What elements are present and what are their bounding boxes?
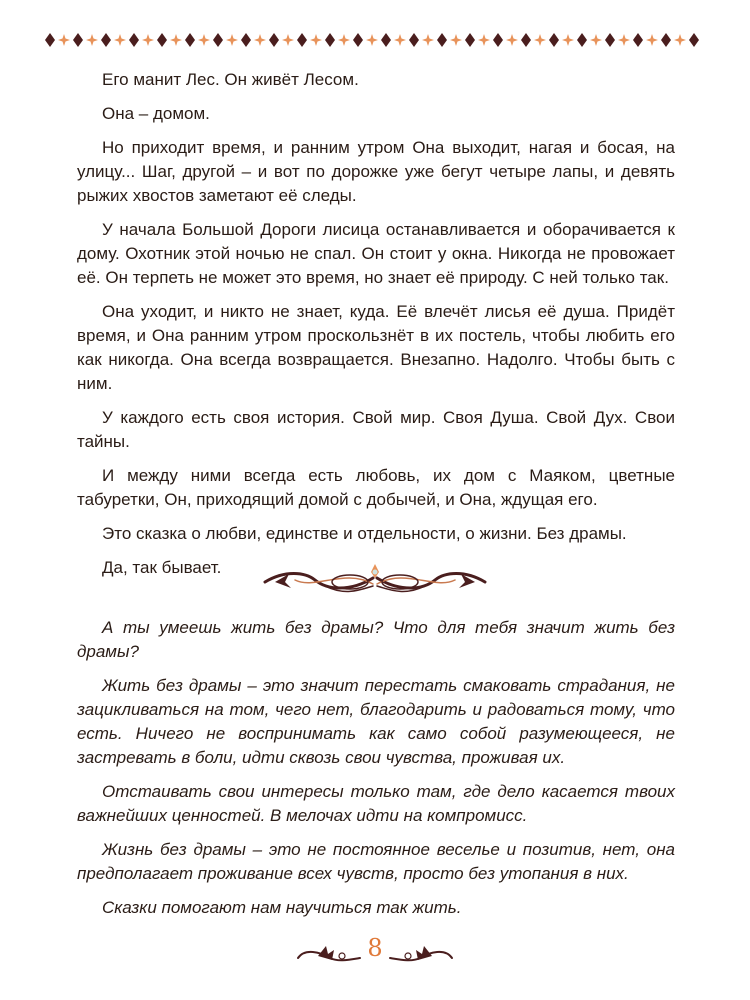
- border-diamond: [213, 33, 223, 47]
- border-diamond: [101, 33, 111, 47]
- border-star: [618, 34, 630, 46]
- border-star: [534, 34, 546, 46]
- border-star: [86, 34, 98, 46]
- border-star: [394, 34, 406, 46]
- paragraph: Да, так бывает.: [102, 558, 222, 577]
- border-star: [590, 34, 602, 46]
- paragraph: А ты умеешь жить без драмы? Что для тебя значит жить без драмы?: [77, 618, 675, 661]
- paragraph: Это сказка о любви, единстве и отдельности, о жизни. Без драмы.: [102, 524, 627, 543]
- border-diamond: [269, 33, 279, 47]
- story-text: [77, 68, 675, 590]
- page-number: 8: [367, 934, 383, 962]
- border-star: [422, 34, 434, 46]
- border-diamond: [353, 33, 363, 47]
- border-star: [562, 34, 574, 46]
- border-diamond: [45, 33, 55, 47]
- paragraph: У каждого есть своя история. Свой мир. Своя Душа. Свой Дух. Свои тайны.: [77, 408, 675, 451]
- border-diamond: [157, 33, 167, 47]
- border-diamond: [297, 33, 307, 47]
- border-diamond: [661, 33, 671, 47]
- border-star: [282, 34, 294, 46]
- border-diamond: [633, 33, 643, 47]
- section-divider-ornament: [255, 560, 495, 600]
- border-diamond: [73, 33, 83, 47]
- paragraph: Его манит Лес. Он живёт Лесом.: [102, 70, 359, 89]
- border-star: [142, 34, 154, 46]
- border-diamond: [605, 33, 615, 47]
- border-diamond: [549, 33, 559, 47]
- border-star: [646, 34, 658, 46]
- border-diamond: [689, 33, 699, 47]
- border-diamond: [465, 33, 475, 47]
- paragraph: Сказки помогают нам научиться так жить.: [102, 898, 462, 917]
- paragraph: Но приходит время, и ранним утром Она выходит, нагая и босая, на улицу... Шаг, другой – и вот по дорожке уже бегут четыре лапы, и девять рыжих хвостов заметают её следы.: [77, 138, 675, 205]
- border-star: [198, 34, 210, 46]
- border-diamond: [437, 33, 447, 47]
- border-star: [226, 34, 238, 46]
- border-star: [114, 34, 126, 46]
- border-diamond: [325, 33, 335, 47]
- decorative-top-border: [44, 32, 706, 48]
- border-diamond: [577, 33, 587, 47]
- border-star: [170, 34, 182, 46]
- border-star: [478, 34, 490, 46]
- paragraph: Отстаивать свои интересы только там, где дело касается твоих важнейших ценностей. В мелочах идти на компромисс.: [77, 782, 675, 825]
- page-footer: [290, 934, 460, 968]
- border-diamond: [241, 33, 251, 47]
- border-diamond: [185, 33, 195, 47]
- border-star: [450, 34, 462, 46]
- paragraph: Она уходит, и никто не знает, куда. Её влечёт лисья её душа. Придёт время, и Она ранним утром проскользнёт в их постель, чтобы любить его как никогда. Она всегда возвращается. Внезапно. Надолго. Чтобы быть с ним.: [77, 302, 675, 393]
- border-diamond: [493, 33, 503, 47]
- paragraph: Жизнь без драмы – это не постоянное веселье и позитив, нет, она предполагает проживание всех чувств, просто без утопания в них.: [77, 840, 675, 883]
- border-diamond: [129, 33, 139, 47]
- border-diamond: [381, 33, 391, 47]
- border-star: [366, 34, 378, 46]
- border-star: [674, 34, 686, 46]
- border-star: [58, 34, 70, 46]
- paragraph: И между ними всегда есть любовь, их дом с Маяком, цветные табуретки, Он, приходящий домой с добычей, и Она, ждущая его.: [77, 466, 675, 509]
- border-diamond: [521, 33, 531, 47]
- paragraph: Она – домом.: [102, 104, 210, 123]
- border-star: [254, 34, 266, 46]
- paragraph: У начала Большой Дороги лисица останавливается и оборачивается к дому. Охотник этой ночью не спал. Он стоит у окна. Никогда не провожает её. Он терпеть не может это время, но знает её природу. С ней только так.: [77, 220, 675, 287]
- qa-text: [77, 616, 675, 930]
- paragraph: Жить без драмы – это значит перестать смаковать страдания, не зацикливаться на том, чего нет, благодарить и радоваться тому, что есть. Ничего не воспринимать как само собой разумеющееся, не застревать в боли, идти сквозь свои чувства, проживая их.: [77, 676, 675, 767]
- border-star: [506, 34, 518, 46]
- border-star: [338, 34, 350, 46]
- border-star: [310, 34, 322, 46]
- border-diamond: [409, 33, 419, 47]
